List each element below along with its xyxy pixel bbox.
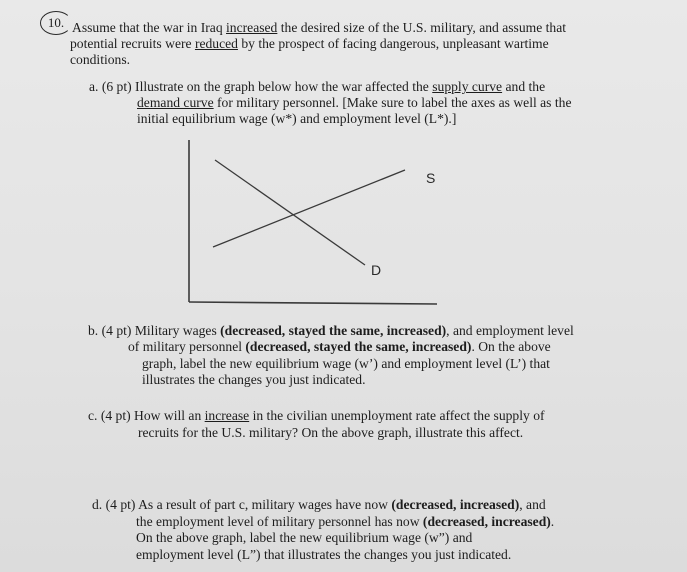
part-c-line-2: recruits for the U.S. military? On the above graph, illustrate this affect. [138,425,524,440]
x-axis [189,302,437,304]
demand-label: D [371,262,382,278]
part-b-line-2: of military personnel (decreased, stayed the same, increased). On the above [128,339,551,354]
supply-curve [213,170,405,247]
supply-label: S [426,170,436,186]
part-b-line-1: b. (4 pt) Military wages (decreased, stayed the same, increased), and employment level [88,323,574,338]
part-b-line-3: graph, label the new equilibrium wage (w’) and employment level (L’) that [142,356,550,371]
part-b-line-4: illustrates the changes you just indicated. [142,372,366,387]
underlined-increased: increased [226,20,278,35]
part-d-line-4: employment level (L”) that illustrates the changes you just indicated. [136,547,512,562]
demand-curve [215,160,365,265]
part-d-line-2: the employment level of military personnel has now (decreased, increased). [136,514,555,529]
part-a-line-3: initial equilibrium wage (w*) and employment level (L*).] [137,111,457,126]
part-c-line-1: c. (4 pt) How will an increase in the civilian unemployment rate affect the supply of [88,408,545,423]
intro-line-2: potential recruits were reduced by the prospect of facing dangerous, unpleasant wartime [70,36,549,51]
question-number: 10. [40,11,72,35]
part-d-line-1: d. (4 pt) As a result of part c, military wages have now (decreased, increased), and [92,497,546,512]
underlined-reduced: reduced [194,36,238,51]
underlined-supply-curve: supply curve [432,79,503,94]
underlined-demand-curve: demand curve [137,95,214,110]
part-d-line-3: On the above graph, label the new equilibrium wage (w”) and [136,530,473,545]
part-a-line-2: demand curve for military personnel. [Make sure to label the axes as well as the [137,95,572,110]
underlined-increase: increase [204,408,250,423]
intro-line-1: Assume that the war in Iraq increased the desired size of the U.S. military, and assume that [72,20,567,35]
part-a-line-1: a. (6 pt) Illustrate on the graph below how the war affected the supply curve and the [89,79,546,94]
intro-line-3: conditions. [70,52,131,67]
